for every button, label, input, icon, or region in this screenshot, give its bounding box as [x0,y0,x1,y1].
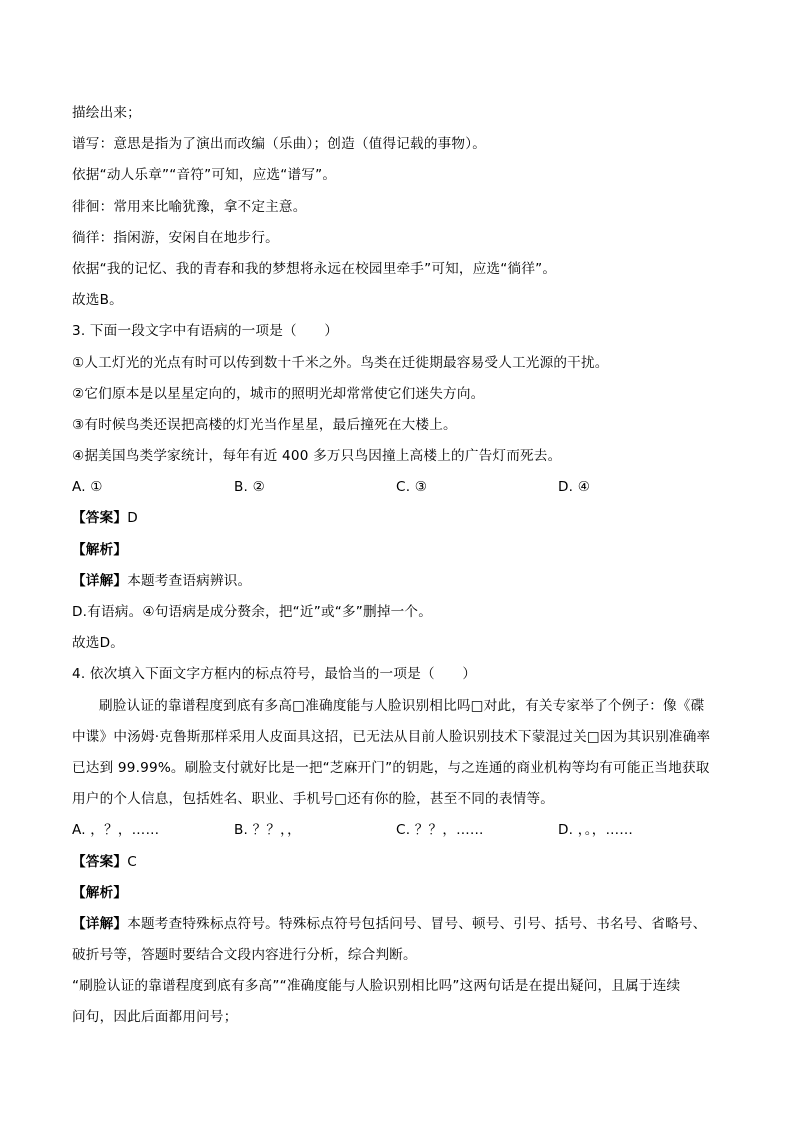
detail-text: 本题考查语病辨识。 [127,572,252,589]
text-line: 徜徉：指闲游，安闲自在地步行。 [72,229,279,246]
detail-text: 本题考查特殊标点符号。特殊标点符号包括问号、冒号、顿号、引号、括号、书名号、省略号、 [127,915,707,932]
question-3-item: ③有时候鸟类还误把高楼的灯光当作星星，最后撞死在大楼上。 [72,416,457,433]
option-c: C. ③ [396,479,428,496]
text-line: 故选B。 [72,292,123,309]
answer-tag: 【答案】 [72,853,128,870]
option-c: C. ？？，…… [396,822,484,839]
detail-line [72,909,732,940]
option-b: B. ② [234,479,265,496]
text-line: 依据“我的记忆、我的青春和我的梦想将永远在校园里牵手”可知，应选“徜徉”。 [72,260,557,277]
passage-line: 已达到 99.99%。刷脸支付就好比是一把“芝麻开门”的钥匙，与之连通的商业机构等均有可能正当地获取 [72,759,710,776]
answer-value: C [127,853,137,870]
question-3-options [72,472,732,503]
detail-line [72,566,732,597]
text-line: 徘徊：常用来比喻犹豫，拿不定主意。 [72,198,307,215]
option-d: D. ，。，…… [558,822,634,839]
passage-line: 用户的个人信息，包括姓名、职业、手机号□还有你的脸，甚至不同的表情等。 [72,791,555,808]
question-4-stem: 4. 依次填入下面文字方框内的标点符号，最恰当的一项是（ ） [72,666,477,683]
text-line: 问句，因此后面都用问号； [72,1009,238,1026]
document-page [72,98,732,1034]
text-line: D.有语病。④句语病是成分赘余，把“近”或“多”删掉一个。 [72,604,433,620]
detail-tag: 【详解】 [72,572,128,589]
option-a: A. ，？，…… [72,822,160,839]
question-4-options [72,815,732,846]
question-3-item: ①人工灯光的光点有时可以传到数十千米之外。鸟类在迁徙期最容易受人工光源的干扰。 [72,354,609,371]
text-line: 故选D。 [72,635,125,652]
analysis-tag: 【解析】 [72,884,128,901]
answer-value: D [127,510,138,527]
passage-line: 刷脸认证的靠谱程度到底有多高□准确度能与人脸识别相比吗□对此，有关专家举了个例子：像《碟 [99,697,705,714]
text-line: “刷脸认证的靠谱程度到底有多高”“准确度能与人脸识别相比吗”这两句话是在提出疑问，且属于连续 [72,978,681,995]
text-line: 依据“动人乐章”“音符”可知，应选“谱写”。 [72,167,337,184]
text-line: 破折号等，答题时要结合文段内容进行分析，综合判断。 [72,947,417,964]
option-a: A. ① [72,479,103,496]
answer-tag: 【答案】 [72,510,128,527]
detail-tag: 【详解】 [72,915,128,932]
option-d: D. ④ [558,479,591,496]
text-line: 描绘出来； [72,105,141,121]
question-3-stem: 3. 下面一段文字中有语病的一项是（ ） [72,323,339,340]
question-3-item: ④据美国鸟类学家统计，每年有近 400 多万只鸟因撞上高楼上的广告灯而死去。 [72,448,562,465]
text-line: 谱写：意思是指为了演出而改编（乐曲）；创造（值得记载的事物）。 [72,136,487,153]
passage-line: 中谍》中汤姆·克鲁斯那样采用人皮面具这招，已无法从目前人脸识别技术下蒙混过关□因为其识别准确率 [72,728,711,745]
question-3-item: ②它们原本是以星星定向的，城市的照明光却常常使它们迷失方向。 [72,385,485,402]
option-b: B. ？？，， [234,822,301,839]
answer-line [72,847,732,878]
analysis-tag: 【解析】 [72,541,128,558]
answer-line [72,503,732,534]
